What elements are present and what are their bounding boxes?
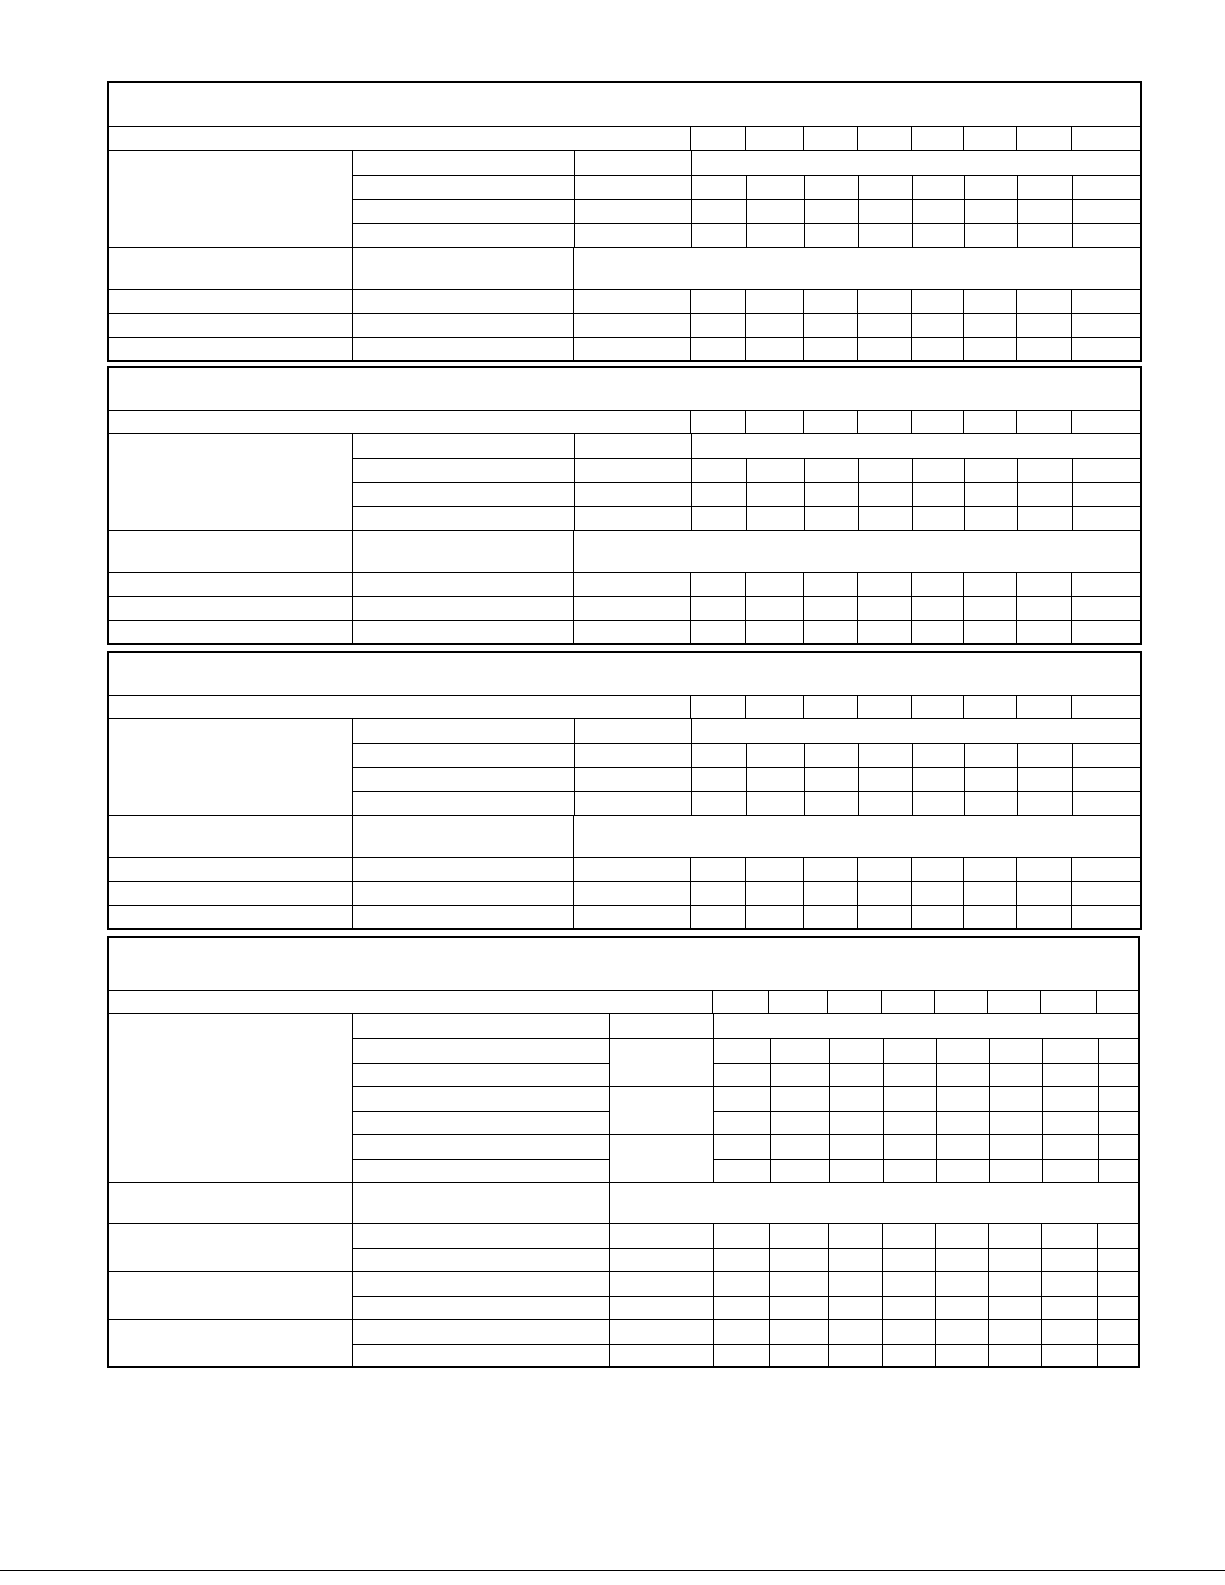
spec-table-1 (107, 81, 1142, 362)
table-row (109, 289, 1140, 313)
header-cell (857, 127, 911, 150)
header-cell (712, 991, 768, 1013)
table-row (353, 1224, 1138, 1248)
header-cell (803, 696, 857, 718)
table-row (109, 881, 1140, 905)
page-bottom-rule (0, 1570, 1225, 1571)
header-label-cell (109, 127, 690, 150)
table-row (353, 1014, 1138, 1038)
header-cell (690, 411, 745, 433)
spec-table-3 (107, 651, 1142, 930)
table-row (353, 199, 1140, 223)
header-label-cell (109, 991, 712, 1013)
table-row (109, 620, 1140, 643)
table-row (353, 151, 1140, 175)
header-label-cell (109, 411, 690, 433)
row-group (109, 1319, 1138, 1366)
header-cell (911, 696, 963, 718)
group-label-cell (109, 1272, 352, 1319)
table-title (109, 368, 1140, 410)
table-row (353, 1320, 1138, 1344)
header-cell (857, 411, 911, 433)
header-cell (690, 127, 745, 150)
header-cell (768, 991, 827, 1013)
group-label-cell (109, 1224, 352, 1271)
table-row (353, 223, 1140, 247)
header-cell (745, 696, 803, 718)
group-label-cell (109, 434, 352, 530)
group-label-cell (109, 151, 352, 247)
table-row (353, 719, 1140, 743)
table-row (353, 1272, 1138, 1296)
table-row-pair (353, 1086, 1138, 1134)
table-row (353, 506, 1140, 530)
header-cell (987, 991, 1040, 1013)
header-label-cell (109, 696, 690, 718)
row-group (109, 718, 1140, 815)
header-cell (1096, 991, 1138, 1013)
table-row (109, 572, 1140, 596)
table-row (353, 743, 1140, 767)
table-row (109, 337, 1140, 360)
row-group (109, 1013, 1138, 1182)
table-row (109, 857, 1140, 881)
header-cell (1040, 991, 1096, 1013)
group-label-cell (109, 719, 352, 815)
header-cell (911, 411, 963, 433)
header-cell (963, 696, 1016, 718)
column-header-row (109, 410, 1140, 433)
table-title (109, 653, 1140, 695)
header-cell (1071, 696, 1140, 718)
header-cell (1016, 127, 1071, 150)
table-row (353, 1248, 1138, 1271)
header-cell (1071, 127, 1140, 150)
header-cell (803, 127, 857, 150)
table-row (109, 596, 1140, 620)
group-label-cell (109, 1014, 352, 1182)
column-header-row (109, 695, 1140, 718)
table-row-pair (353, 1134, 1138, 1182)
table-row (109, 530, 1140, 572)
table-row (353, 458, 1140, 482)
header-cell (803, 411, 857, 433)
table-row-pair (353, 1038, 1138, 1086)
row-group (109, 1223, 1138, 1271)
column-header-row (109, 126, 1140, 150)
header-cell (690, 696, 745, 718)
table-row (109, 815, 1140, 857)
table-row (353, 767, 1140, 791)
table-row (353, 1296, 1138, 1319)
table-title (109, 938, 1138, 990)
table-row (353, 175, 1140, 199)
table-row (353, 482, 1140, 506)
row-group (109, 433, 1140, 530)
header-cell (881, 991, 934, 1013)
header-cell (963, 127, 1016, 150)
group-label-cell (109, 1320, 352, 1366)
header-cell (963, 411, 1016, 433)
table-row (353, 434, 1140, 458)
column-header-row (109, 990, 1138, 1013)
header-cell (934, 991, 987, 1013)
spec-table-2 (107, 366, 1142, 645)
table-row (353, 791, 1140, 815)
header-cell (745, 411, 803, 433)
table-row (109, 1182, 1138, 1223)
row-group (109, 150, 1140, 247)
table-row (109, 247, 1140, 289)
table-row (109, 313, 1140, 337)
header-cell (827, 991, 881, 1013)
header-cell (1016, 411, 1071, 433)
header-cell (911, 127, 963, 150)
table-row (109, 905, 1140, 928)
header-cell (745, 127, 803, 150)
table-title (109, 83, 1140, 126)
row-group (109, 1271, 1138, 1319)
header-cell (1016, 696, 1071, 718)
header-cell (857, 696, 911, 718)
header-cell (1071, 411, 1140, 433)
spec-table-4 (107, 936, 1140, 1368)
table-row (353, 1344, 1138, 1366)
